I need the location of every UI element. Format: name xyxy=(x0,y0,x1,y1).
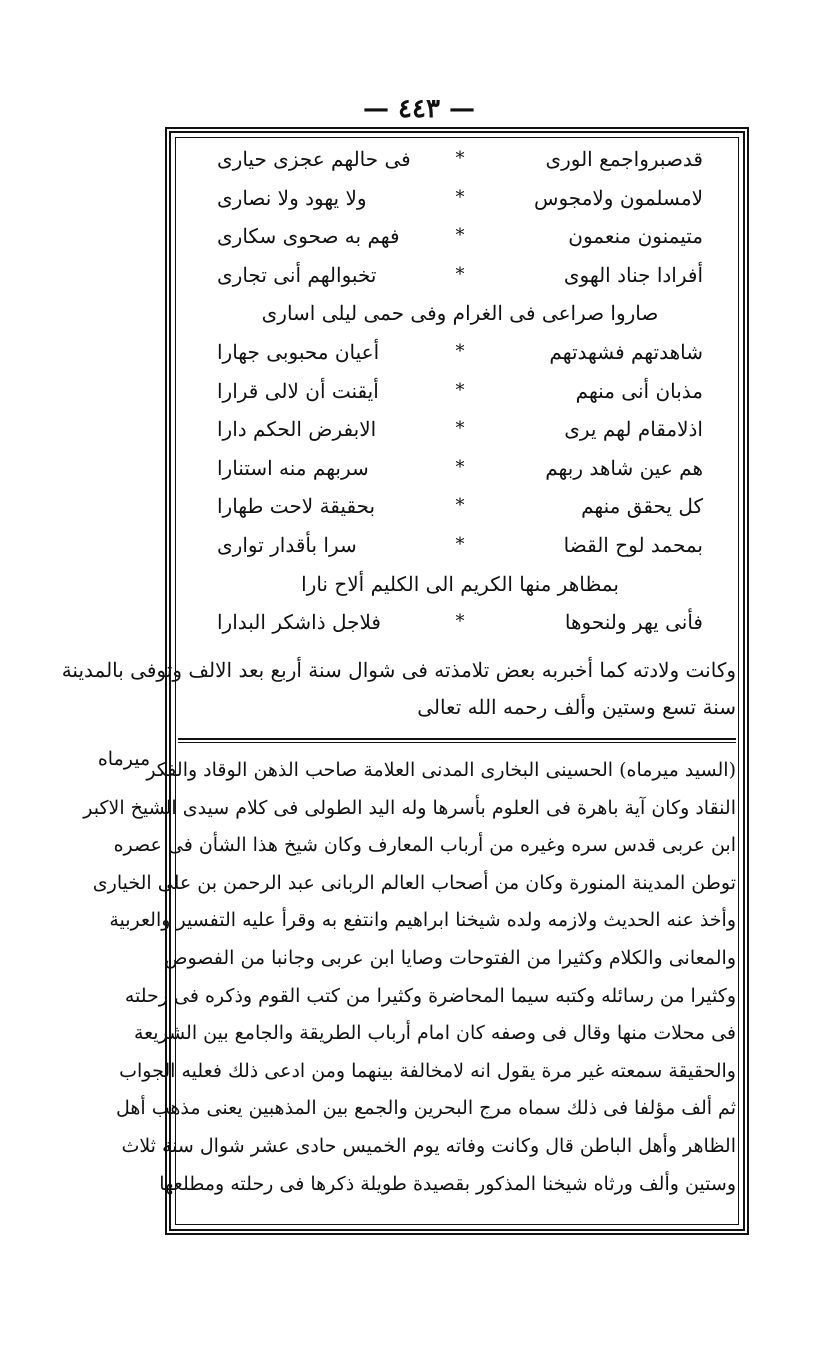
poem-verse xyxy=(186,603,734,642)
verse-second-hemistich: فى حالهم عجزى حيارى xyxy=(217,147,411,171)
bio-line: وستين وألف ورثاه شيخنا المذكور بقصيدة طويلة ذكرها فى رحلته ومطلعها xyxy=(159,1172,736,1195)
verse-first-hemistich: متيمنون منعمون xyxy=(568,224,703,249)
poem-verse xyxy=(186,140,734,179)
bio-line: والمعانى والكلام وكثيرا من الفتوحات وصايا ابن عربى وجانبا من الفصوص xyxy=(164,946,736,969)
bio-line: فى محلات منها وقال فى وصفه كان امام أرباب الطريقة والجامع بين الشريعة xyxy=(133,1022,736,1045)
section-divider xyxy=(178,738,736,740)
verse-second-hemistich: أعيان محبوبى جهارا xyxy=(217,339,380,364)
verse-second-hemistich: سرا بأقدار توارى xyxy=(217,532,357,557)
biography-paragraph xyxy=(83,752,736,1203)
bio-line: وكثيرا من رسائله وكتبه سيما المحاضرة وكثيرا من كتب القوم وذكره فى رحلته xyxy=(124,984,736,1007)
verse-first-hemistich: اذلامقام لهم يرى xyxy=(564,417,703,442)
verse-separator-star: * xyxy=(455,225,465,247)
poem xyxy=(186,140,734,642)
verse-first-hemistich: قدصبرواجمع الورى xyxy=(545,147,703,171)
verse-first-hemistich: كل يحقق منهم xyxy=(581,494,703,519)
closing-line: سنة تسع وستين وألف رحمه الله تعالى xyxy=(417,695,736,719)
page-number: — ٤٤٣ — xyxy=(362,94,476,124)
bio-line: (السيد ميرماه) الحسينى البخارى المدنى العلامة صاحب الذهن الوقاد والفكر xyxy=(146,759,736,781)
poem-verse xyxy=(186,256,734,295)
verse-first-hemistich: شاهدتهم فشهدتهم xyxy=(549,339,703,364)
bio-line: وأخذ عنه الحديث ولازمه ولده شيخنا ابراهيم وانتفع به وقرأ عليه التفسير والعربية xyxy=(109,909,736,932)
verse-separator-star: * xyxy=(455,418,465,440)
verse-separator-star: * xyxy=(455,263,465,285)
verse-second-hemistich: أيقنت أن لالى قرارا xyxy=(217,378,379,403)
verse-separator-star: * xyxy=(455,611,465,633)
poem-verse xyxy=(186,217,734,256)
verse-second-hemistich: سربهم منه استنارا xyxy=(217,455,369,480)
verse-second-hemistich: فلاجل ذاشكر البدارا xyxy=(217,610,381,635)
verse-separator-star: * xyxy=(455,148,465,169)
verse-second-hemistich: الابفرض الحكم دارا xyxy=(217,417,377,442)
verse-separator-star: * xyxy=(455,456,465,478)
verse-first-hemistich: فأنى يهر ولنحوها xyxy=(564,610,703,635)
verse-first-hemistich: صاروا صراعى فى الغرام وفى حمى ليلى اسارى xyxy=(261,301,659,326)
bio-line: ثم ألف مؤلفا فى ذلك سماه مرج البحرين والجمع بين المذهبين يعنى مذهب أهل xyxy=(115,1097,736,1120)
bio-line: توطن المدينة المنورة وكان من أصحاب العالم الربانى عبد الرحمن بن على الخيارى xyxy=(92,871,736,894)
poem-verse xyxy=(186,449,734,488)
section-divider-thin xyxy=(178,742,736,743)
verse-first-hemistich: بمحمد لوح القضا xyxy=(563,532,703,557)
verse-second-hemistich: بحقيقة لاحت طهارا xyxy=(217,494,376,519)
poem-closing-paragraph xyxy=(61,652,736,726)
verse-first-hemistich: مذبان أنى منهم xyxy=(575,378,703,403)
poem-verse xyxy=(186,526,734,565)
verse-first-hemistich: هم عين شاهد ربهم xyxy=(545,455,703,480)
bio-line: والحقيقة سمعته غير مرة يقول انه لامخالفة بينهما ومن ادعى ذلك فعليه الجواب xyxy=(119,1059,736,1082)
verse-first-hemistich: بمظاهر منها الكريم الى الكليم ألاح نارا xyxy=(301,571,619,596)
verse-separator-star: * xyxy=(455,495,465,517)
verse-first-hemistich: أفرادا جناد الهوى xyxy=(563,262,703,287)
bio-line: ابن عربى قدس سره وغيره من أرباب المعارف وكان شيخ هذا الشأن فى عصره xyxy=(113,834,736,857)
poem-verse xyxy=(186,410,734,449)
bio-line: الظاهر وأهل الباطن قال وكانت وفاته يوم الخميس حادى عشر شوال سنة ثلاث xyxy=(121,1134,736,1157)
verse-second-hemistich: فهم به صحوى سكارى xyxy=(217,224,400,249)
closing-line: وكانت ولادته كما أخبربه بعض تلامذته فى شوال سنة أربع بعد الالف وتوفى بالمدينة xyxy=(61,658,736,682)
verse-separator-star: * xyxy=(455,340,465,362)
poem-verse xyxy=(186,294,734,333)
poem-verse xyxy=(186,565,734,604)
poem-verse xyxy=(186,333,734,372)
verse-separator-star: * xyxy=(455,379,465,401)
poem-verse xyxy=(186,179,734,218)
verse-separator-star: * xyxy=(455,533,465,555)
margin-note: ميرماه xyxy=(97,748,151,770)
bio-line: النقاد وكان آية باهرة فى العلوم بأسرها وله اليد الطولى فى كلام سيدى الشيخ الاكبر xyxy=(83,796,736,819)
poem-verse xyxy=(186,487,734,526)
poem-verse xyxy=(186,372,734,411)
verse-separator-star: * xyxy=(455,186,465,208)
verse-first-hemistich: لامسلمون ولامجوس xyxy=(534,185,703,210)
verse-second-hemistich: تخبوالهم أنى تجارى xyxy=(217,262,377,287)
verse-second-hemistich: ولا يهود ولا نصارى xyxy=(217,185,367,210)
